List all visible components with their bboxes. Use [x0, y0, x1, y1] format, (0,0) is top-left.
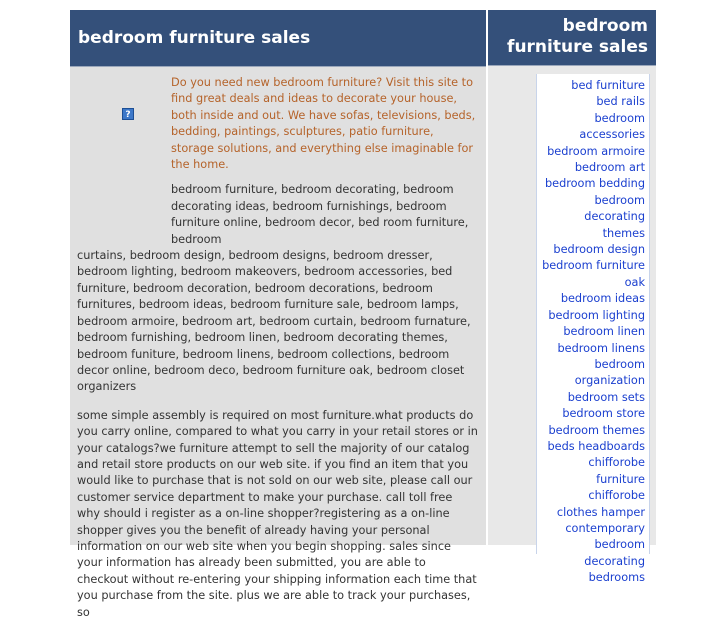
- broken-image-icon: ?: [122, 108, 134, 120]
- image-cell: [77, 75, 171, 157]
- sidebar-link[interactable]: bedroom store: [562, 407, 645, 421]
- sidebar-link[interactable]: bedroom linens: [557, 341, 645, 355]
- sidebar: [488, 10, 656, 585]
- sidebar-link[interactable]: bedroom decorating themes: [584, 193, 645, 240]
- sidebar-link[interactable]: bedroom design: [553, 243, 645, 257]
- sidebar-link[interactable]: bedroom armoire: [547, 144, 645, 158]
- sidebar-link[interactable]: chifforobe: [588, 489, 645, 503]
- intro-row: [77, 75, 478, 173]
- sidebar-link[interactable]: bedroom bedding: [544, 177, 645, 191]
- sidebar-link[interactable]: bedroom themes: [548, 423, 645, 437]
- keywords-text: bedroom furniture, bedroom decorating, bedroom decorating ideas, bedroom furnishings, bedroom furniture online, bedroom decor, bed room furniture, bedroom: [171, 183, 469, 246]
- sidebar-link[interactable]: bedroom linen: [563, 325, 645, 339]
- page: [70, 10, 656, 619]
- keywords-text-continued: curtains, bedroom design, bedroom designs, bedroom dresser, bedroom lighting, bedroom makeovers, bedroom accessories, bed furniture, bedroom decoration, bedroom decorations, bedroom furnitures, bedroom ideas, bedroom furniture sale, bedroom lamps, bedroom armoire, bedroom art, bedroom curtain, bedroom furnature, bedroom furnishing, bedroom linen, bedroom decorating themes, bedroom funiture, bedroom linens, bedroom collections, bedroom decor online, bedroom deco, bedroom furniture oak, bedroom closet organizers: [77, 249, 471, 394]
- sidebar-title: bedroom furniture sales: [488, 10, 656, 66]
- main-content: [70, 67, 486, 621]
- sidebar-link[interactable]: bedrooms: [588, 571, 645, 585]
- sidebar-links: [536, 74, 650, 585]
- sidebar-link[interactable]: chifforobe furniture: [588, 456, 645, 486]
- page-title: bedroom furniture sales: [70, 10, 486, 67]
- sidebar-link[interactable]: bedroom lighting: [548, 308, 645, 322]
- sidebar-link[interactable]: contemporary bedroom decorating: [565, 521, 645, 568]
- sidebar-link[interactable]: bed furniture: [571, 79, 645, 92]
- sidebar-link[interactable]: bedroom sets: [567, 390, 645, 404]
- sidebar-link[interactable]: bed rails: [596, 95, 645, 109]
- sidebar-link[interactable]: beds headboards: [547, 439, 645, 453]
- sidebar-link[interactable]: bedroom organization: [574, 357, 645, 388]
- main-column: [70, 10, 486, 619]
- sidebar-link[interactable]: bedroom ideas: [560, 292, 645, 306]
- intro-text: Do you need new bedroom furniture? Visit this site to find great deals and ideas to decorate your house, both inside and out. We have sofas, televisions, beds, bedding, paintings, sculptures, patio furniture, storage solutions, and everything else imaginable for the home.: [171, 76, 476, 172]
- sidebar-link[interactable]: bedroom furniture oak: [542, 259, 645, 289]
- sidebar-link[interactable]: bedroom accessories: [579, 111, 645, 142]
- sidebar-link[interactable]: bedroom art: [574, 161, 645, 175]
- sidebar-link[interactable]: clothes hamper: [556, 505, 645, 519]
- body-paragraph: some simple assembly is required on most furniture.what products do you carry online, compared to what you carry in your retail stores or in your catalogs?we furniture attempt to sell the majority of our catalog and retail store products on our web site. if you find an item that you would like to purchase that is not sold on our web site, please call our customer service department to make your purchase. call toll free why should i register as a on-line shopper?registering as a on-line shopper gives you the benefit of already having your personal information on our web site when you begin shopping. sales since your information has already been submitted, you are able to checkout without re-entering your shipping information each time that you purchase from the site. plus we are able to track your purchases, so: [77, 408, 478, 619]
